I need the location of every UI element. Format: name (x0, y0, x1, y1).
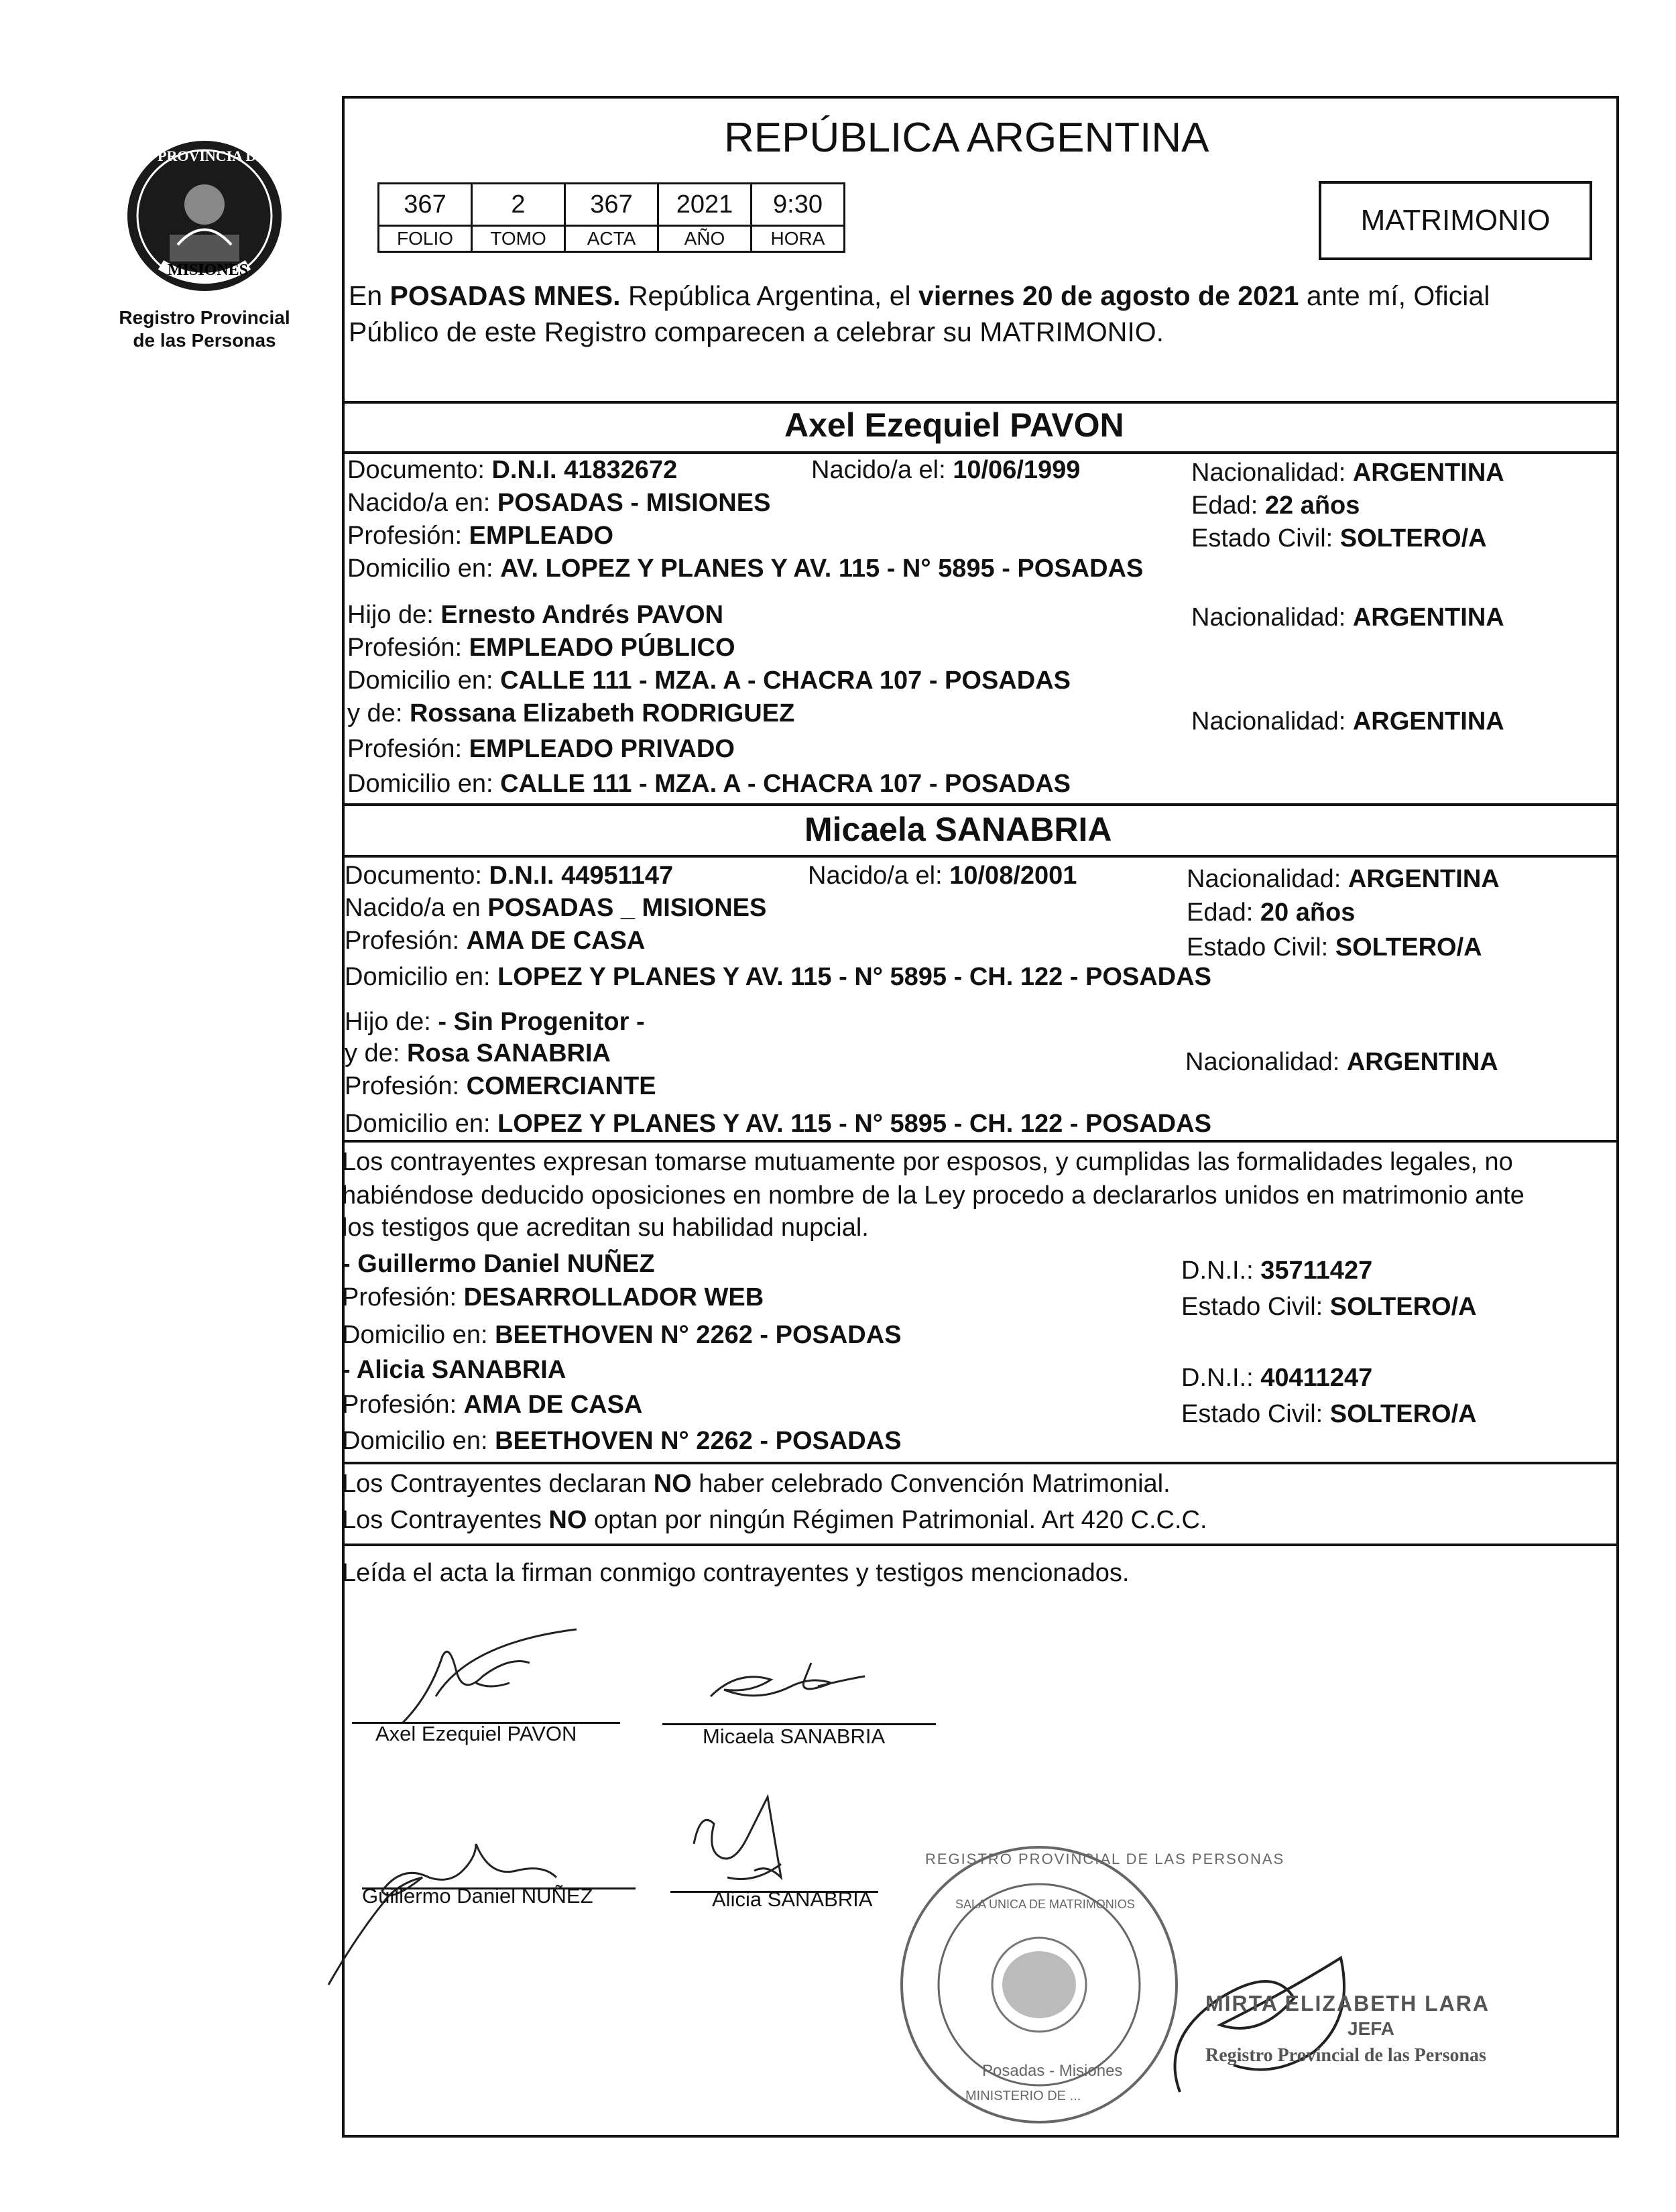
witness2-dni: D.N.I.: 40411247 (1181, 1364, 1373, 1392)
acta-value: 367 (565, 184, 658, 226)
logo-caption-line1: Registro Provincial (119, 307, 290, 328)
anio-value: 2021 (658, 184, 752, 226)
intro-line2: Público de este Registro comparecen a celebrar su MATRIMONIO. (349, 316, 1164, 347)
seal-bottom-text: Posadas - Misiones (982, 2062, 1123, 2080)
seal-ministry-text: MINISTERIO DE ... (965, 2089, 1081, 2103)
witness1-civil-status: Estado Civil: SOLTERO/A (1181, 1293, 1477, 1321)
logo-arc-text: PROVINCIA DE (158, 148, 266, 164)
spouse2-age: Edad: 20 años (1187, 898, 1356, 927)
spouse1-father: Hijo de: Ernesto Andrés PAVON (347, 601, 724, 629)
spouse2-born: Nacido/a el: 10/08/2001 (808, 862, 1077, 890)
spouse2-name: Micaela SANABRIA (804, 811, 1112, 848)
official-title: JEFA (1348, 2018, 1395, 2039)
hora-value: 9:30 (752, 184, 845, 226)
official-org: Registro Provincial de las Personas (1205, 2045, 1486, 2066)
seal-inner-text: SALA UNICA DE MATRIMONIOS (955, 1898, 1135, 1911)
spouse1-father-address: Domicilio en: CALLE 111 - MZA. A - CHACRA 107 - POSADAS (347, 666, 1071, 695)
witness2-name: - Alicia SANABRIA (342, 1356, 566, 1384)
logo-caption-line2: de las Personas (133, 330, 276, 351)
divider (342, 803, 1619, 806)
intro-line1: En POSADAS MNES. República Argentina, el viernes 20 de agosto de 2021 ante mí, Oficial (349, 280, 1490, 311)
spouse2-birthplace: Nacido/a en POSADAS _ MISIONES (345, 894, 767, 922)
spouse1-mother-address: Domicilio en: CALLE 111 - MZA. A - CHACRA 107 - POSADAS (347, 770, 1071, 798)
convention-line2: Los Contrayentes NO optan por ningún Régimen Patrimonial. Art 420 C.C.C. (342, 1506, 1207, 1534)
spouse1-profession: Profesión: EMPLEADO (347, 522, 614, 550)
signature-micaela-icon (697, 1656, 872, 1716)
tomo-value: 2 (472, 184, 565, 226)
spouse2-civil-status: Estado Civil: SOLTERO/A (1187, 933, 1482, 962)
registry-logo (117, 134, 292, 298)
spouse2-mother-profession: Profesión: COMERCIANTE (345, 1072, 656, 1100)
spouse2-mother: y de: Rosa SANABRIA (345, 1039, 611, 1067)
spouse1-mother: y de: Rossana Elizabeth RODRIGUEZ (347, 699, 795, 727)
anio-label: AÑO (658, 226, 752, 252)
spouse2-nationality: Nacionalidad: ARGENTINA (1187, 865, 1500, 893)
spouse2-mother-nationality: Nacionalidad: ARGENTINA (1185, 1048, 1498, 1076)
registry-table (377, 182, 845, 253)
folio-label: FOLIO (379, 226, 472, 252)
divider (342, 1140, 1619, 1143)
spouse1-mother-nationality: Nacionalidad: ARGENTINA (1191, 707, 1504, 736)
act-type-box (1319, 181, 1592, 260)
spouse1-born: Nacido/a el: 10/06/1999 (811, 456, 1081, 484)
convention-line1: Los Contrayentes declaran NO haber celebrado Convención Matrimonial. (342, 1470, 1171, 1498)
witness1-profession: Profesión: DESARROLLADOR WEB (342, 1283, 764, 1312)
signature-official-icon (1140, 1918, 1475, 2119)
official-name: MIRTA ELIZABETH LARA (1205, 1991, 1490, 2016)
witness2-civil-status: Estado Civil: SOLTERO/A (1181, 1400, 1477, 1428)
spouse1-age: Edad: 22 años (1191, 491, 1360, 520)
spouse2-father: Hijo de: - Sin Progenitor - (345, 1008, 645, 1036)
closing-text: Leída el acta la firman conmigo contrayentes y testigos mencionados. (342, 1559, 1130, 1587)
declaration-line2: habiéndose deducido oposiciones en nombre de la Ley procedo a declararlos unidos en matrimonio ante (342, 1181, 1524, 1210)
page-title: REPÚBLICA ARGENTINA (724, 115, 1209, 161)
spouse1-civil-status: Estado Civil: SOLTERO/A (1191, 524, 1487, 552)
witness1-name: - Guillermo Daniel NUÑEZ (342, 1250, 655, 1278)
signature-label-alicia: Alicia SANABRIA (712, 1887, 873, 1911)
spouse1-address: Domicilio en: AV. LOPEZ Y PLANES Y AV. 115 - N° 5895 - POSADAS (347, 555, 1144, 583)
divider (342, 1462, 1619, 1464)
divider (342, 1544, 1619, 1546)
logo-banner-text: MISIONES (168, 261, 249, 279)
spouse2-document: Documento: D.N.I. 44951147 (345, 862, 674, 890)
divider (342, 451, 1619, 454)
spouse2-profession: Profesión: AMA DE CASA (345, 927, 646, 955)
signature-label-axel: Axel Ezequiel PAVON (375, 1722, 577, 1745)
tomo-label: TOMO (472, 226, 565, 252)
spouse1-mother-profession: Profesión: EMPLEADO PRIVADO (347, 735, 735, 763)
spouse2-address: Domicilio en: LOPEZ Y PLANES Y AV. 115 - N° 5895 - CH. 122 - POSADAS (345, 963, 1211, 991)
folio-value: 367 (379, 184, 472, 226)
hora-label: HORA (752, 226, 845, 252)
divider (342, 855, 1619, 858)
witness2-address: Domicilio en: BEETHOVEN N° 2262 - POSADAS (342, 1427, 902, 1455)
divider (342, 401, 1619, 404)
spouse1-father-nationality: Nacionalidad: ARGENTINA (1191, 603, 1504, 632)
spouse1-birthplace: Nacido/a en: POSADAS - MISIONES (347, 489, 771, 517)
witness1-dni: D.N.I.: 35711427 (1181, 1257, 1373, 1285)
spouse1-father-profession: Profesión: EMPLEADO PÚBLICO (347, 634, 735, 662)
spouse1-name: Axel Ezequiel PAVON (784, 406, 1124, 444)
act-type: MATRIMONIO (1360, 204, 1551, 237)
signature-label-guillermo: Guillermo Daniel NUÑEZ (362, 1884, 593, 1908)
signature-label-micaela: Micaela SANABRIA (703, 1725, 886, 1748)
spouse1-document: Documento: D.N.I. 41832672 (347, 456, 678, 484)
seal-outer-text: REGISTRO PROVINCIAL DE LAS PERSONAS (925, 1851, 1285, 1867)
declaration-line1: Los contrayentes expresan tomarse mutuamente por esposos, y cumplidas las formalidades legales, no (342, 1148, 1513, 1176)
signature-axel-icon (375, 1616, 590, 1737)
declaration-line3: los testigos que acreditan su habilidad nupcial. (342, 1214, 869, 1242)
witness2-profession: Profesión: AMA DE CASA (342, 1391, 643, 1419)
witness1-address: Domicilio en: BEETHOVEN N° 2262 - POSADAS (342, 1321, 902, 1349)
spouse1-nationality: Nacionalidad: ARGENTINA (1191, 459, 1504, 487)
acta-label: ACTA (565, 226, 658, 252)
spouse2-mother-address: Domicilio en: LOPEZ Y PLANES Y AV. 115 - N° 5895 - CH. 122 - POSADAS (345, 1110, 1211, 1138)
